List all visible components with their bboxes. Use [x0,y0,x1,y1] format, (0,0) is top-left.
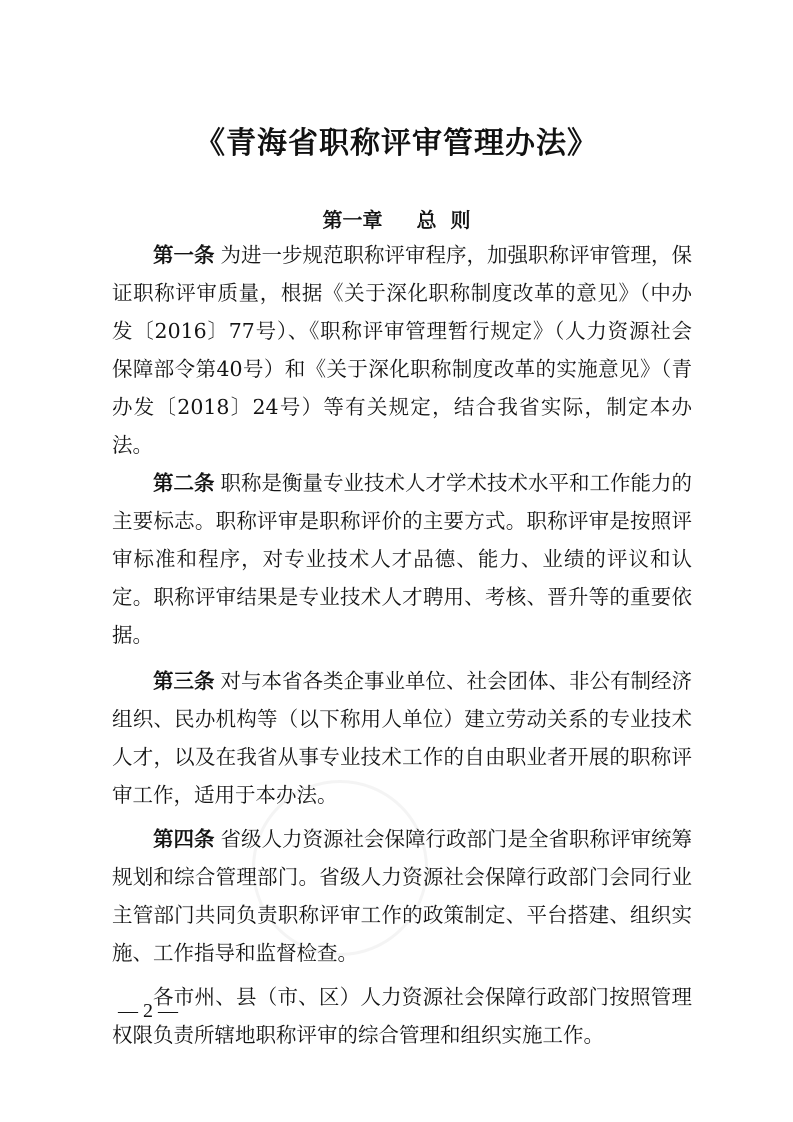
chapter-name: 总 则 [416,208,471,232]
page-number: — 2 — [118,1000,178,1022]
paragraph [112,978,692,1054]
article-text: 对与本省各类企事业单位、社会团体、非公有制经济组织、民办机构等（以下称用人单位）建立劳动关系的专业技术人才，以及在我省从事专业技术工作的自由职业者开展的职称评审工作，适用于本办法。 [112,669,692,807]
article-label: 第三条 [153,669,215,693]
article-paragraph [112,820,692,972]
body-text [112,236,692,1054]
article-label: 第四条 [153,827,215,851]
article-label: 第一条 [153,243,215,267]
paragraph-text: 各市州、县（市、区）人力资源社会保障行政部门按照管理权限负责所辖地职称评审的综合管理和组织实施工作。 [112,985,692,1047]
chapter-label: 第一章 [322,208,383,232]
article-paragraph [112,236,692,464]
article-text: 为进一步规范职称评审程序，加强职称评审管理，保证职称评审质量，根据《关于深化职称制度改革的意见》（中办发〔2016〕77号）、《职称评审管理暂行规定》（人力资源社会保障部令第40号）和《关于深化职称制度改革的实施意见》（青办发〔2018〕24号）等有关规定，结合我省实际，制定本办法。 [112,243,692,457]
article-paragraph [112,662,692,814]
article-paragraph [112,464,692,654]
article-text: 职称是衡量专业技术人才学术技术水平和工作能力的主要标志。职称评审是职称评价的主要方式。职称评审是按照评审标准和程序，对专业技术人才品德、能力、业绩的评议和认定。职称评审结果是专业技术人才聘用、考核、晋升等的重要依据。 [112,471,692,647]
article-text: 省级人力资源社会保障行政部门是全省职称评审统筹规划和综合管理部门。省级人力资源社会保障行政部门会同行业主管部门共同负责职称评审工作的政策制定、平台搭建、组织实施、工作指导和监督检查。 [112,827,692,965]
document-title: 《青海省职称评审管理办法》 [195,126,598,161]
article-label: 第二条 [153,471,215,495]
chapter-heading [0,204,793,233]
